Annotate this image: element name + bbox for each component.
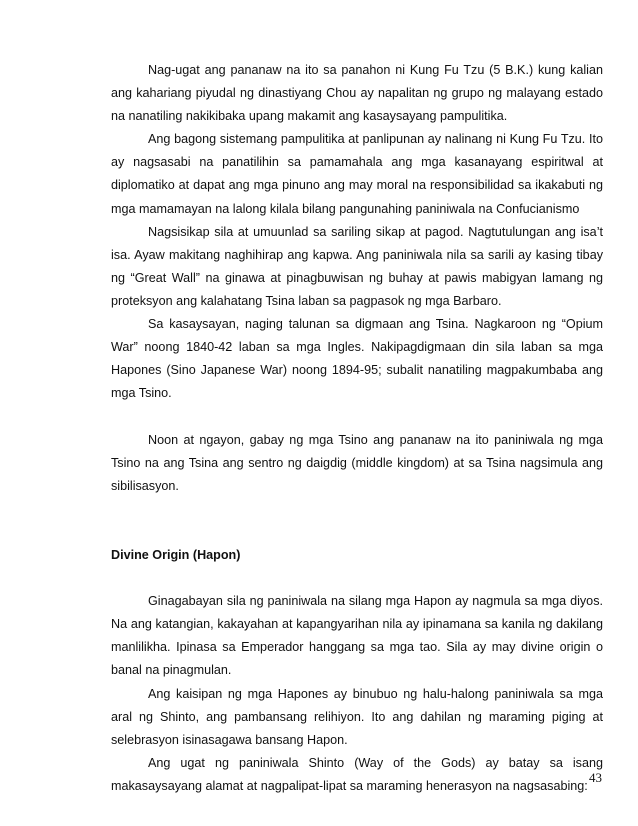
text-line: Hapones (Sino Japanese War) noong 1894-95; subalit nanatiling magpakumbaba ang xyxy=(111,363,603,378)
text-line: proteksyon ang kalahatang Tsina laban sa pagpasok ng mga Barbaro. xyxy=(111,293,502,308)
text-line: sibilisasyon. xyxy=(111,478,179,493)
paragraph-gap xyxy=(111,405,603,428)
text-line: banal na pinagmulan. xyxy=(111,663,232,678)
text-line: Tsino na ang Tsina ang sentro ng daigdig (middle kingdom) at sa Tsina nagsimula ang xyxy=(111,455,603,470)
text-line: Sa kasaysayan, naging talunan sa digmaan ang Tsina. Nagkaroon ng “Opium xyxy=(148,317,603,332)
paragraph-gap xyxy=(111,521,603,544)
text-line: Nagsisikap sila at umuunlad sa sariling sikap at pagod. Nagtutulungan ang isa’t xyxy=(148,224,603,239)
text-line: na nanatiling nakikibaka upang makamit ang kasaysayang pampulitika. xyxy=(111,109,508,124)
section-heading: Divine Origin (Hapon) xyxy=(111,547,241,562)
page-body xyxy=(111,59,603,798)
text-line: Ang bagong sistemang pampulitika at panlipunan ay nalinang ni Kung Fu Tzu. Ito xyxy=(148,132,603,147)
section-divine-origin xyxy=(111,590,603,798)
text-line: mga mamamayan na lalong kilala bilang pangunahing paniniwala na Confucianismo xyxy=(111,201,580,216)
text-line: makasaysayang alamat at nagpalipat-lipat sa maraming henerasyon na nagsasabing: xyxy=(111,778,588,793)
text-line: ang kahariang piyudal ng dinastiyang Chou ay napalitan ng grupo ng malayang estado xyxy=(111,86,603,101)
page-number: 43 xyxy=(589,770,602,785)
text-line: isa. Ayaw makitang naghihirap ang kapwa. Ang paniniwala nila sa sarili ay kasing tibay xyxy=(111,247,603,262)
text-line: diplomatiko at dapat ang mga pinuno ang may moral na responsibilidad sa ikakabuti ng xyxy=(111,178,603,193)
text-line: Na ang katangian, kakayahan at kapangyarihan nila ay ipinamana sa kanila ng dakilang xyxy=(111,617,603,632)
text-line: manlilikha. Ipinasa sa Emperador hanggang sa mga tao. Sila ay may divine origin o xyxy=(111,640,603,655)
text-line: Nag-ugat ang pananaw na ito sa panahon ni Kung Fu Tzu (5 B.K.) kung kalian xyxy=(148,63,603,77)
text-line: selebrasyon isinasagawa bansang Hapon. xyxy=(111,732,348,747)
text-line: ay nagsasabi na panatilihin sa pamamahala ang mga kasanayang espiritwal at xyxy=(111,155,603,170)
paragraph-gap xyxy=(111,567,603,590)
text-line: Ginagabayan sila ng paniniwala na silang mga Hapon ay nagmula sa mga diyos. xyxy=(148,594,603,609)
text-line: ng “Great Wall” na ginawa at pinagbuwisan ng buhay at pawis mabigyan lamang ng xyxy=(111,270,603,285)
section-confucianism xyxy=(111,59,603,405)
text-line: aral ng Shinto, ang pambansang relihiyon. Ito ang dahilan ng maraming piging at xyxy=(111,709,603,724)
text-line: War” noong 1840-42 laban sa mga Ingles. Nakipagdigmaan din sila laban sa mga xyxy=(111,340,603,355)
text-line: Ang kaisipan ng mga Hapones ay binubuo ng halu-halong paniniwala sa mga xyxy=(148,686,603,701)
section-middle-kingdom xyxy=(111,429,603,498)
text-line: mga Tsino. xyxy=(111,386,172,401)
text-line: Ang ugat ng paniniwala Shinto (Way of the Gods) ay batay sa isang xyxy=(148,755,603,770)
paragraph-gap xyxy=(111,498,603,521)
text-line: Noon at ngayon, gabay ng mga Tsino ang pananaw na ito paniniwala ng mga xyxy=(148,432,603,447)
